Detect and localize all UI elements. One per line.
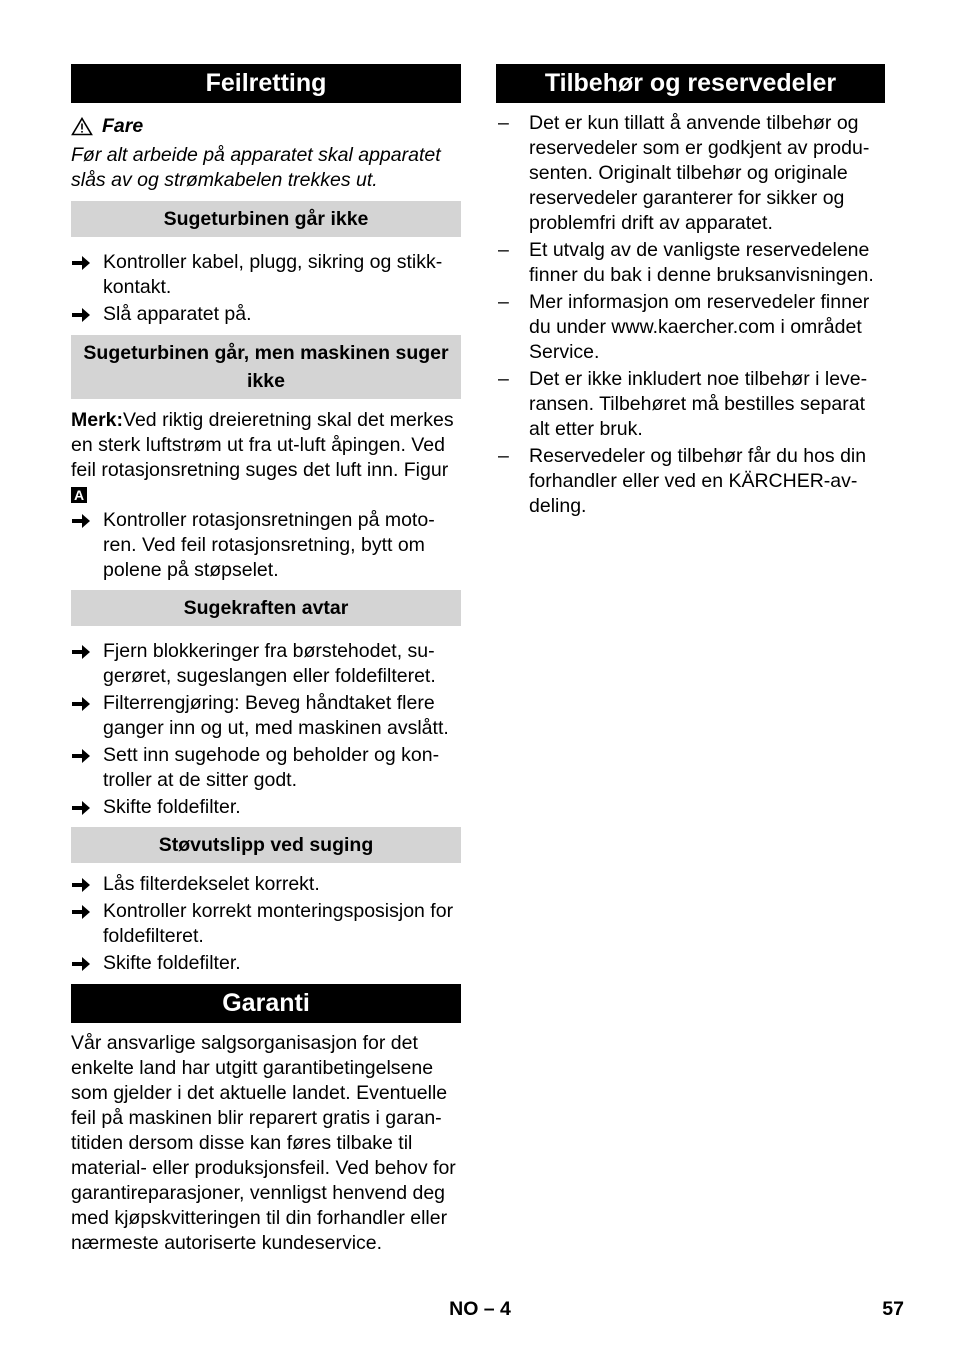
heading-troubleshooting: Feilretting (71, 64, 461, 103)
list-item: Kontroller kabel, plugg, sikring og stikkkontakt. (71, 250, 461, 300)
warning-triangle-icon (71, 117, 93, 136)
dash-bullet: – (498, 368, 509, 390)
heading-accessories-spare-parts: Tilbehør og reservedeler (496, 64, 885, 103)
arrow-right-icon (72, 644, 90, 660)
list-item: – Mer informasjon om reservedeler finner du under www.kaercher.com i området Service. (498, 291, 870, 363)
heading-turbine-runs-no-suction: Sugeturbinen går, men maskinen suger ikke (71, 335, 461, 399)
warning-heading (71, 114, 461, 138)
heading-dust-emission: Støvutslipp ved suging (71, 827, 461, 863)
warranty-text: Vår ansvarlige salgsorganisasjon for det enkelte land har utgitt garantibetingelsene som gjelder i det aktuelle landet. Eventuelle feil på maskinen blir reparert gratis i garantitiden dersom disse kan føres tilbake til material- eller produksjonsfeil. Ved behov for garantireparasjoner, vennligst henvend deg med kjøpskvitteringen til din forhandler eller nærmeste autoriserte kundeservice. (71, 1032, 456, 1254)
list-item: – Reservedeler og tilbehør får du hos din forhandler eller ved en KÄRCHER-avdeling. (498, 445, 867, 517)
note-text: Ved riktig dreieretning skal det merkes en sterk luftstrøm ut fra ut-luft åpingen. Ved feil rotasjonsretning suges det luft inn. Figur (71, 409, 454, 481)
left-column (71, 64, 461, 1256)
heading-suction-decreases: Sugekraften avtar (71, 590, 461, 626)
list-item: – Det er ikke inkludert noe tilbehør i leveransen. Tilbehøret må bestilles separat alt etter bruk. (498, 368, 868, 440)
list-item: – Det er kun tillatt å anvende tilbehør og reservedeler som er godkjent av produsenten. Originalt tilbehør og originale reservedeler garanterer for sikker og problemfri drift av apparatet. (498, 112, 870, 234)
note-paragraph (71, 408, 461, 508)
arrow-right-icon (72, 800, 90, 816)
warning-text: Før alt arbeide på apparatet skal apparatet slås av og strømkabelen trekkes ut. (71, 144, 441, 191)
list-item: Kontroller korrekt monteringsposisjon for foldefilteret. (71, 899, 461, 949)
list-item: Lås filterdekselet korrekt. (71, 872, 461, 897)
page-number: 57 (882, 1298, 904, 1320)
list-item: Sett inn sugehode og beholder og kontroller at de sitter godt. (71, 743, 461, 793)
arrow-right-icon (72, 255, 90, 271)
list-item: Slå apparatet på. (71, 302, 461, 327)
arrow-right-icon (72, 956, 90, 972)
figure-ref-badge: A (71, 487, 87, 503)
dash-bullet: – (498, 291, 509, 313)
dash-bullet: – (498, 112, 509, 134)
dash-bullet: – (498, 239, 509, 261)
list-accessories (496, 111, 885, 519)
arrow-right-icon (72, 877, 90, 893)
list-turbine-not-running (71, 250, 461, 327)
arrow-right-icon (72, 307, 90, 323)
list-item: Skifte foldefilter. (71, 951, 461, 976)
arrow-right-icon (72, 904, 90, 920)
list-turbine-runs-no-suction (71, 508, 461, 583)
arrow-right-icon (72, 696, 90, 712)
right-column (496, 64, 885, 521)
footer-section-label: NO – 4 (449, 1298, 511, 1320)
list-item: Kontroller rotasjonsretningen på motoren. Ved feil rotasjonsretning, bytt om polene på støpselet. (71, 508, 461, 583)
heading-warranty: Garanti (71, 984, 461, 1023)
list-item: Filterrengjøring: Beveg håndtaket flere ganger inn og ut, med maskinen avslått. (71, 691, 461, 741)
list-item: – Et utvalg av de vanligste reservedelene finner du bak i denne bruksanvisningen. (498, 239, 874, 286)
arrow-right-icon (72, 748, 90, 764)
list-suction-decreases (71, 639, 461, 820)
list-dust-emission (71, 872, 461, 976)
arrow-right-icon (72, 513, 90, 529)
warning-label: Fare (102, 115, 144, 137)
list-item: Fjern blokkeringer fra børstehodet, sugerøret, sugeslangen eller foldefilteret. (71, 639, 461, 689)
list-item: Skifte foldefilter. (71, 795, 461, 820)
dash-bullet: – (498, 445, 509, 467)
note-label: Merk: (71, 409, 124, 431)
heading-turbine-not-running: Sugeturbinen går ikke (71, 201, 461, 237)
